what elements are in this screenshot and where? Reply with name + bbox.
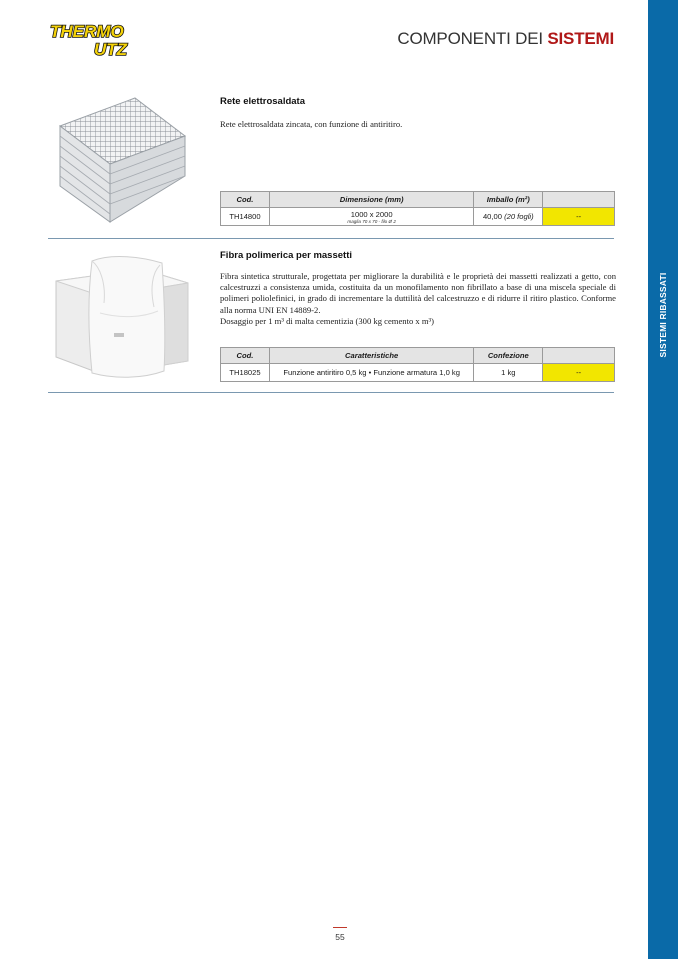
welded-mesh-icon <box>55 96 189 224</box>
table-row <box>221 364 615 382</box>
packaging-value: 40,00 (20 fogli) <box>482 212 534 221</box>
product-dimension: 1000 x 2000 <box>350 209 393 219</box>
product-code: TH18025 <box>221 364 270 382</box>
side-tab-label: SISTEMI RIBASSATI <box>658 272 668 358</box>
product-description-text: Fibra sintetica strutturale, progettata per migliorare la durabilità e le proprietà dei massetti realizzati a getto, con calcestruzzi a consistenza umida, costituita da un monofilamento non fibrillato a base di una miscela speciale di polimeri poliolefinici, in grado di incrementare la duttilità del calcestruzzo e di ridurre il ritiro plastico. Conforme alla norma UNI EN 14889-2. <box>220 271 616 315</box>
table-header-row <box>221 348 615 364</box>
thermoutz-logo <box>48 20 148 58</box>
page-section-title <box>397 29 614 49</box>
column-header-features: Caratteristiche <box>269 348 473 364</box>
product-title: Fibra polimerica per massetti <box>220 250 352 261</box>
table-row <box>221 208 615 226</box>
column-header-code: Cod. <box>221 192 270 208</box>
product-description <box>220 119 616 130</box>
product-dimension-note: maglia 70 x 70 - filo Ø 2 <box>347 218 396 224</box>
product-price: -- <box>543 208 615 226</box>
section-side-tab <box>648 0 678 959</box>
header-title-light: COMPONENTI DEI <box>397 29 548 48</box>
product-description <box>220 271 616 327</box>
column-header-dimension: Dimensione (mm) <box>269 192 473 208</box>
section-divider <box>48 392 614 393</box>
product-description-text: Rete elettrosaldata zincata, con funzione di antiritiro. <box>220 119 403 129</box>
page-number-accent <box>333 927 347 928</box>
fiber-bag-icon <box>52 253 192 381</box>
product-table <box>220 191 615 226</box>
product-code: TH14800 <box>221 208 270 226</box>
logo-line-2: UTZ <box>94 40 128 58</box>
column-header-price <box>543 192 615 208</box>
logo-line-1: THERMO <box>50 22 124 41</box>
column-header-packaging: Imballo (m²) <box>474 192 543 208</box>
column-header-price <box>543 348 615 364</box>
column-header-code: Cod. <box>221 348 270 364</box>
section-divider <box>48 238 614 239</box>
product-table <box>220 347 615 382</box>
product-dosage-text: Dosaggio per 1 m³ di malta cementizia (300 kg cemento x m³) <box>220 315 434 326</box>
page-number: 55 <box>335 932 345 942</box>
product-dimension-cell <box>269 208 473 226</box>
product-packaging <box>474 208 543 226</box>
product-price: -- <box>543 364 615 382</box>
header-title-bold: SISTEMI <box>547 29 614 48</box>
product-packaging: 1 kg <box>474 364 543 382</box>
product-title: Rete elettrosaldata <box>220 96 306 107</box>
table-header-row <box>221 192 615 208</box>
column-header-packaging: Confezione <box>474 348 543 364</box>
product-features: Funzione antiritiro 0,5 kg • Funzione armatura 1,0 kg <box>269 364 473 382</box>
packaging-note: (20 fogli) <box>504 212 534 221</box>
